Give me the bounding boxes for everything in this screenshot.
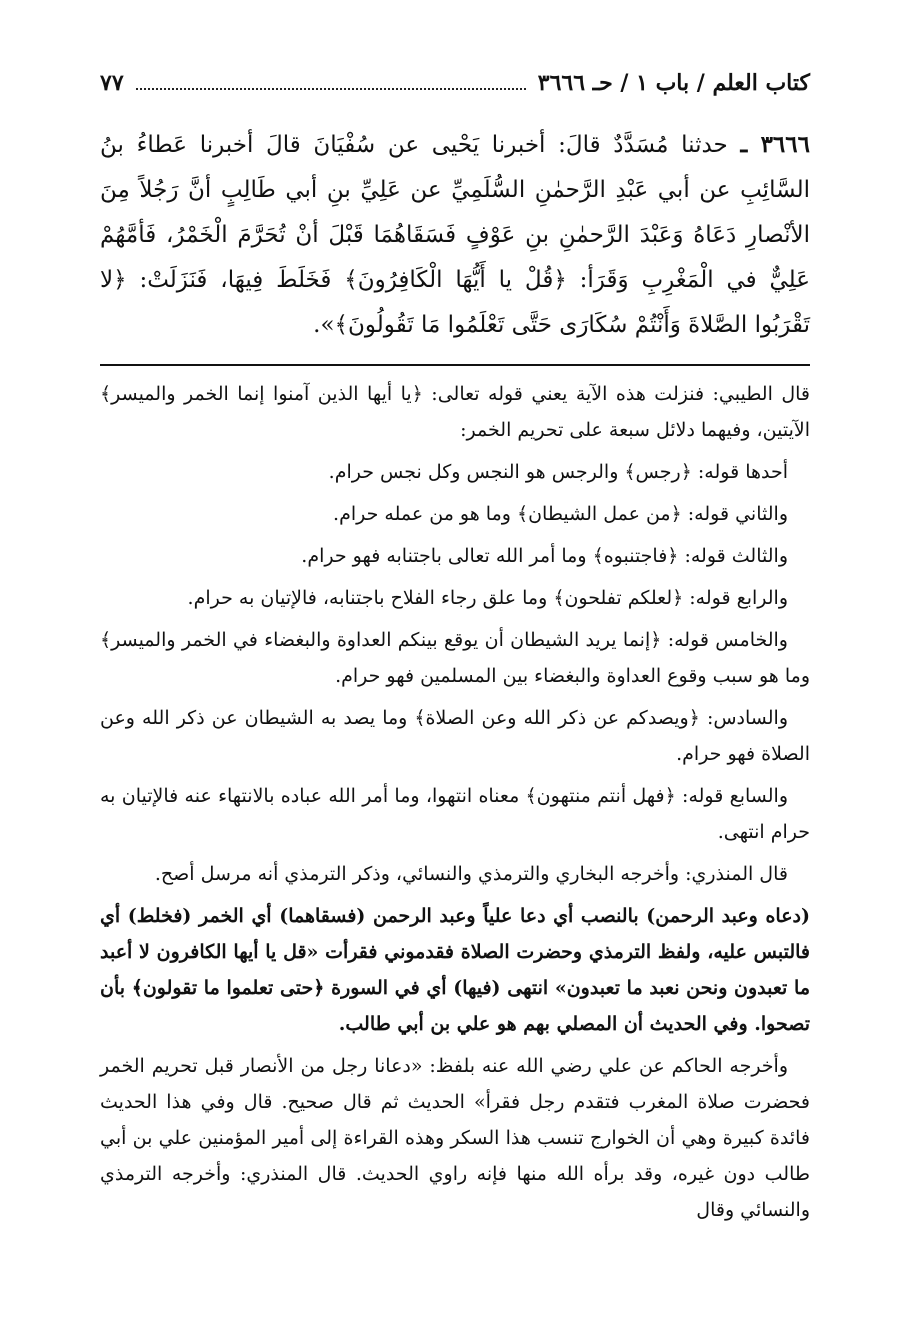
mundhiri-note: قال المنذري: وأخرجه البخاري والترمذي والنسائي، وذكر الترمذي أنه مرسل أصح. (154, 863, 788, 885)
evidence-item-7: والسابع قوله: ﴿فهل أنتم منتهون﴾ معناه انتهوا، وما أمر الله عباده بالانتهاء عنه فالإتيان به حرام انتهى. (100, 785, 810, 843)
commentary-block (100, 376, 810, 1228)
document-page (100, 70, 810, 1234)
running-title: كتاب العلم / باب ١ / حـ ٣٦٦٦ (537, 70, 810, 96)
page-number: ٧٧ (100, 70, 124, 96)
hadith-body: حدثنا مُسَدَّدٌ قالَ: أخبرنا يَحْيى عن سُفْيَانَ قالَ أخبرنا عَطاءُ بنُ السَّائِبِ عن أبي عَبْدِ الرَّحمٰنِ السُّلَمِيِّ عن عَلِيِّ بنِ أبي طَالِبٍ أنَّ رَجُلاً مِنَ الأنْصارِ دَعَاهُ وَعَبْدَ الرَّحمٰنِ بنِ عَوْفٍ فَسَقَاهُمَا قَبْلَ أنْ تُحَرَّمَ الْخَمْرُ، فَأمَّهُمْ عَلِيٌّ في الْمَغْرِبِ وَقَرَأ: ﴿قُلْ يا أَيُّهَا الْكَافِرُونَ﴾ فَخَلَطَ فِيهَا، فَنَزَلَتْ: ﴿لا تَقْرَبُوا الصَّلاةَ وَأَنْتُمْ سُكَارَى حَتَّى تَعْلَمُوا مَا تَقُولُونَ﴾». (100, 132, 810, 338)
hadith-text-block (100, 122, 810, 348)
evidence-item-6: والسادس: ﴿ويصدكم عن ذكر الله وعن الصلاة﴾ وما يصد به الشيطان عن ذكر الله وعن الصلاة فهو حرام. (100, 707, 810, 765)
evidence-item-2: والثاني قوله: ﴿من عمل الشيطان﴾ وما هو من عمله حرام. (333, 503, 788, 525)
evidence-item-3: والثالث قوله: ﴿فاجتنبوه﴾ وما أمر الله تعالى باجتنابه فهو حرام. (301, 545, 788, 567)
evidence-item-4: والرابع قوله: ﴿لعلكم تفلحون﴾ وما علق رجاء الفلاح باجتنابه، فالإتيان به حرام. (187, 587, 788, 609)
hakim-paragraph: وأخرجه الحاكم عن علي رضي الله عنه بلفظ: «دعانا رجل من الأنصار قبل تحريم الخمر فحضرت صلاة المغرب فتقدم رجل فقرأ» الحديث ثم قال صحيح. قال وفي هذا الحديث فائدة كبيرة وهي أن الخوارج تنسب هذا السكر وهذه القراءة إلى أمير المؤمنين علي بن أبي طالب دون غيره، وقد برأه الله منها فإنه راوي الحديث. قال المنذري: وأخرجه الترمذي والنسائي وقال (100, 1055, 810, 1221)
section-divider (100, 364, 810, 366)
evidence-item-1: أحدها قوله: ﴿رجس﴾ والرجس هو النجس وكل نجس حرام. (328, 461, 788, 483)
leader-dots (136, 76, 526, 90)
explanation-paragraph: (دعاه وعبد الرحمن) بالنصب أي دعا علياً وعبد الرحمن (فسقاهما) أي الخمر (فخلط) أي فالتبس عليه، ولفظ الترمذي وحضرت الصلاة فقدموني فقرأت «قل يا أيها الكافرون لا أعبد ما تعبدون ونحن نعبد ما تعبدون» انتهى (فيها) أي في السورة ﴿حتى تعلموا ما تقولون﴾ بأن تصحوا. وفي الحديث أن المصلي بهم هو علي بن أبي طالب. (100, 905, 810, 1035)
hadith-number: ٣٦٦٦ ـ (740, 131, 810, 158)
commentary-intro: قال الطيبي: فنزلت هذه الآية يعني قوله تعالى: ﴿يا أيها الذين آمنوا إنما الخمر والميسر﴾ الآيتين، وفيهما دلائل سبعة على تحريم الخمر: (100, 383, 810, 441)
evidence-item-5: والخامس قوله: ﴿إنما يريد الشيطان أن يوقع بينكم العداوة والبغضاء في الخمر والميسر﴾ وما هو سبب وقوع العداوة والبغضاء بين المسلمين فهو حرام. (100, 629, 810, 687)
running-header (100, 70, 810, 104)
